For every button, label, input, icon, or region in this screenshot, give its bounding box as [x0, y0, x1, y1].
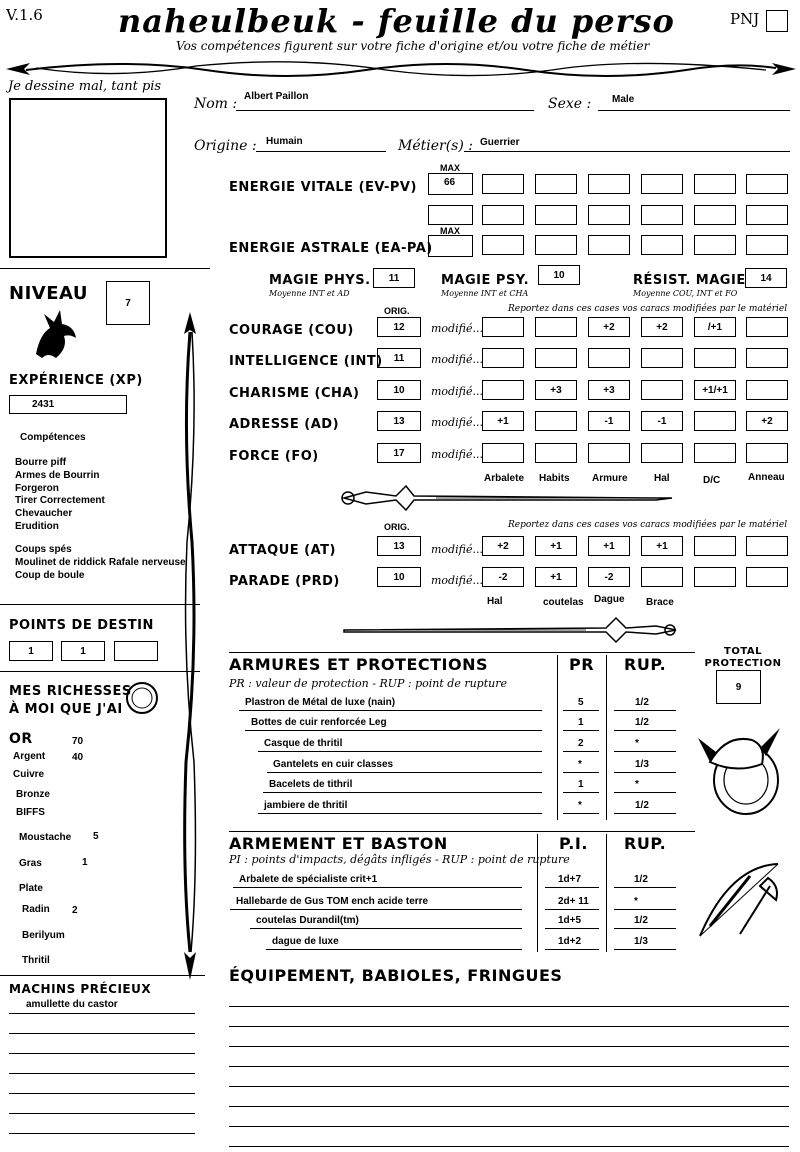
- weapon-row-line: [250, 928, 522, 929]
- weapon-name[interactable]: Hallebarde de Gus TOM ench acide terre: [236, 896, 429, 907]
- equipment-line[interactable]: [229, 1126, 789, 1127]
- ea-track-box[interactable]: [641, 235, 683, 255]
- modifie-label: modifié...: [431, 353, 483, 366]
- equipment-line[interactable]: [229, 1106, 789, 1107]
- stat-mod-box[interactable]: [535, 411, 577, 431]
- origine-label: Origine :: [194, 138, 257, 154]
- stat-orig-value[interactable]: 10: [377, 380, 421, 400]
- armor-row-line: [614, 772, 676, 773]
- weapons-col-divider: [606, 834, 607, 952]
- pnj-label: PNJ: [730, 10, 760, 28]
- ev-max-label: MAX: [440, 163, 460, 173]
- precious-line: [9, 1113, 195, 1114]
- wealth-item: Berilyum: [22, 930, 65, 941]
- armor-row-line: [239, 710, 542, 711]
- origine-line: [256, 151, 386, 152]
- stat-label: CHARISME (CHA): [229, 386, 360, 401]
- armor-name[interactable]: Plastron de Métal de luxe (nain): [245, 697, 396, 708]
- argent-label: Argent: [13, 751, 46, 762]
- destiny-box-3[interactable]: [114, 641, 158, 661]
- magie-phys-label: MAGIE PHYS.: [269, 273, 371, 288]
- armor-pr[interactable]: *: [578, 800, 582, 811]
- combat-orig-label: ORIG.: [384, 522, 410, 532]
- stat-orig-value[interactable]: 13: [377, 411, 421, 431]
- argent-value[interactable]: 40: [72, 752, 84, 763]
- item-column-label: coutelas: [543, 597, 584, 608]
- ev-max-value[interactable]: [428, 173, 473, 195]
- magie-psy-value[interactable]: 10: [538, 265, 580, 285]
- item-column-label: Anneau: [748, 472, 785, 483]
- skill-item: Erudition: [15, 520, 59, 532]
- ev-track-box[interactable]: [746, 205, 788, 225]
- weapon-rup[interactable]: 1/2: [634, 915, 648, 926]
- ea-max-value[interactable]: [428, 235, 473, 257]
- ev-track-box[interactable]: [535, 205, 577, 225]
- weapon-row-line: [545, 909, 599, 910]
- weapon-pi[interactable]: 1d+5: [558, 915, 582, 926]
- ea-track-box[interactable]: [588, 235, 630, 255]
- precious-line: [9, 1073, 195, 1074]
- combat-orig-value[interactable]: 10: [377, 567, 421, 587]
- item-column-label: Habits: [539, 473, 570, 484]
- armor-col-divider: [557, 655, 558, 820]
- wealth-item: Plate: [19, 883, 43, 894]
- armor-rup[interactable]: 1/3: [635, 759, 649, 770]
- armor-col-divider: [606, 655, 607, 820]
- nom-input[interactable]: Albert Paillon: [244, 91, 309, 102]
- ev-track-box[interactable]: [428, 205, 473, 225]
- skill-item: Coups spés: [15, 544, 72, 555]
- combat-mod-box[interactable]: [746, 567, 788, 587]
- weapons-title: ARMEMENT ET BASTON: [229, 834, 448, 853]
- weapon-row-line: [614, 928, 676, 929]
- wealth-item: Radin: [22, 904, 50, 915]
- item-column-label: Armure: [592, 473, 628, 484]
- precious-line: [9, 1013, 195, 1014]
- precious-line: [9, 1093, 195, 1094]
- stat-mod-box[interactable]: [641, 380, 683, 400]
- page-title: naheulbeuk - feuille du perso: [118, 2, 675, 40]
- ev-track-box[interactable]: [641, 205, 683, 225]
- or-value[interactable]: 70: [72, 736, 84, 747]
- armor-pr[interactable]: 5: [578, 697, 584, 708]
- weapon-row-line: [614, 949, 676, 950]
- precious-line: [9, 1033, 195, 1034]
- stat-mod-box[interactable]: -1: [641, 411, 683, 431]
- stat-mod-box[interactable]: [482, 348, 524, 368]
- equipment-line[interactable]: [229, 1146, 789, 1147]
- version-label: V.1.6: [6, 6, 43, 24]
- stat-mod-box[interactable]: [641, 348, 683, 368]
- stat-mod-box[interactable]: [746, 443, 788, 463]
- nom-label: Nom :: [194, 96, 238, 112]
- armor-row-line: [614, 710, 676, 711]
- skill-item: Moulinet de riddick Rafale nerveuse: [15, 557, 186, 568]
- combat-mod-box[interactable]: [694, 567, 736, 587]
- stat-label: COURAGE (COU): [229, 323, 354, 338]
- resist-magie-label: RÉSIST. MAGIE: [633, 273, 746, 288]
- stat-mod-box[interactable]: [746, 348, 788, 368]
- equipment-title: ÉQUIPEMENT, BABIOLES, FRINGUES: [229, 966, 563, 985]
- combat-mod-box[interactable]: +1: [535, 567, 577, 587]
- stat-mod-box[interactable]: +2: [588, 317, 630, 337]
- equipment-line[interactable]: [229, 1066, 789, 1067]
- combat-label: ATTAQUE (AT): [229, 543, 336, 558]
- skill-item: Tirer Correctement: [15, 495, 105, 507]
- combat-mod-box[interactable]: +1: [588, 536, 630, 556]
- armor-row-line: [563, 792, 599, 793]
- divider: [0, 268, 210, 269]
- magie-psy-label: MAGIE PSY.: [441, 273, 530, 288]
- portrait-label: Je dessine mal, tant pis: [8, 79, 162, 94]
- skills-title: Compétences: [20, 432, 86, 443]
- coin-icon: [124, 680, 160, 716]
- divider: [0, 604, 200, 605]
- ea-track-box[interactable]: [482, 235, 524, 255]
- portrait-box[interactable]: [9, 98, 167, 258]
- combat-mod-box[interactable]: +1: [641, 536, 683, 556]
- weapons-icon: [690, 856, 785, 946]
- stat-mod-box[interactable]: [535, 443, 577, 463]
- modifie-label: modifié...: [431, 543, 483, 556]
- stat-mod-box[interactable]: [482, 317, 524, 337]
- armor-pr[interactable]: 1: [578, 717, 584, 728]
- wealth-item: Bronze: [16, 789, 50, 800]
- armor-note: PR : valeur de protection - RUP : point de rupture: [229, 677, 507, 690]
- armor-row-line: [563, 772, 599, 773]
- weapon-row-line: [614, 909, 676, 910]
- armor-rup[interactable]: 1/2: [635, 717, 649, 728]
- sword-icon: [336, 610, 681, 650]
- armor-row-line: [563, 751, 599, 752]
- wealth-item: Cuivre: [13, 769, 45, 780]
- modifie-label: modifié...: [431, 322, 483, 335]
- weapon-pi[interactable]: 1d+7: [558, 874, 582, 885]
- stat-label: FORCE (FO): [229, 449, 319, 464]
- ea-max-label: MAX: [440, 226, 460, 236]
- stat-mod-box[interactable]: [746, 317, 788, 337]
- stat-orig-value[interactable]: 12: [377, 317, 421, 337]
- niveau-label: NIVEAU: [9, 283, 88, 304]
- skill-item: Armes de Bourrin: [15, 469, 100, 481]
- weapon-row-line: [545, 949, 599, 950]
- stat-mod-box[interactable]: -1: [588, 411, 630, 431]
- niveau-value[interactable]: 7: [106, 281, 150, 325]
- armor-row-line: [258, 813, 542, 814]
- item-column-label: D/C: [703, 475, 721, 486]
- ev-track-box[interactable]: [694, 205, 736, 225]
- metier-input[interactable]: Guerrier: [480, 137, 520, 148]
- ev-max-number: 66: [444, 177, 456, 188]
- ev-track-box[interactable]: [588, 174, 630, 194]
- armor-row-line: [245, 730, 542, 731]
- combat-mod-box[interactable]: [694, 536, 736, 556]
- armor-rup[interactable]: *: [635, 738, 639, 749]
- stat-mod-box[interactable]: [535, 317, 577, 337]
- modifie-label: modifié...: [431, 448, 483, 461]
- subtitle: Vos compétences figurent sur votre fiche d'origine et/ou votre fiche de métier: [176, 39, 650, 53]
- skill-item: Forgeron: [15, 482, 59, 494]
- wealth-item: Thritil: [22, 955, 50, 966]
- wealth-item-value[interactable]: 1: [82, 857, 88, 868]
- combat-mod-box[interactable]: +1: [535, 536, 577, 556]
- ev-track-box[interactable]: [694, 174, 736, 194]
- stat-mod-box[interactable]: [694, 411, 736, 431]
- ev-label: ENERGIE VITALE (EV-PV): [229, 180, 417, 195]
- stat-mod-box[interactable]: [482, 380, 524, 400]
- magie-psy-note: Moyenne INT et CHA: [441, 289, 529, 298]
- combat-mod-box[interactable]: [641, 567, 683, 587]
- stat-mod-box[interactable]: +2: [746, 411, 788, 431]
- divider: [229, 652, 695, 653]
- item-column-label: Hal: [654, 473, 670, 484]
- combat-mod-box[interactable]: -2: [588, 567, 630, 587]
- ev-track-box[interactable]: [535, 174, 577, 194]
- stat-mod-box[interactable]: +1/+1: [694, 380, 736, 400]
- sexe-label: Sexe :: [548, 96, 592, 112]
- resist-magie-value[interactable]: 14: [745, 268, 787, 288]
- origine-input[interactable]: Humain: [266, 136, 303, 147]
- skills-group2: [15, 543, 186, 582]
- modifie-label: modifié...: [431, 574, 483, 587]
- item-column-label: Hal: [487, 596, 503, 607]
- wealth-item: BIFFS: [16, 807, 45, 818]
- equipment-line[interactable]: [229, 1086, 789, 1087]
- armor-col-pr: PR: [569, 655, 595, 674]
- combat-label: PARADE (PRD): [229, 574, 340, 589]
- ea-track-box[interactable]: [535, 235, 577, 255]
- wealth-item-value[interactable]: 2: [72, 905, 78, 916]
- stat-mod-box[interactable]: /+1: [694, 317, 736, 337]
- weapon-pi[interactable]: 1d+2: [558, 936, 582, 947]
- armor-row-line: [263, 792, 542, 793]
- combat-orig-value[interactable]: 13: [377, 536, 421, 556]
- skill-item: Bourre piff: [15, 457, 67, 468]
- armor-row-line: [614, 730, 676, 731]
- armor-name[interactable]: Bacelets de tithril: [269, 779, 353, 790]
- wealth-label-1: MES RICHESSES: [9, 684, 132, 699]
- armor-title: ARMURES ET PROTECTIONS: [229, 655, 488, 674]
- wealth-label-2: À MOI QUE J'AI: [9, 702, 123, 717]
- stat-mod-box[interactable]: +2: [641, 317, 683, 337]
- stat-mod-box[interactable]: [482, 443, 524, 463]
- weapon-row-line: [614, 887, 676, 888]
- weapon-rup[interactable]: 1/2: [634, 874, 648, 885]
- item-column-label: Arbalete: [484, 473, 525, 484]
- helmet-shield-icon: [696, 720, 786, 820]
- divider: [0, 975, 205, 976]
- armor-row-line: [614, 751, 676, 752]
- weapon-row-line: [266, 949, 522, 950]
- ev-track-box[interactable]: [482, 174, 524, 194]
- stat-mod-box[interactable]: [694, 348, 736, 368]
- stat-orig-value[interactable]: 17: [377, 443, 421, 463]
- weapon-pi[interactable]: 2d+ 11: [558, 896, 589, 907]
- armor-name[interactable]: Gantelets en cuir classes: [273, 759, 394, 770]
- skill-item: Chevaucher: [15, 508, 73, 520]
- divider: [229, 831, 695, 832]
- orig-label: ORIG.: [384, 306, 410, 316]
- armor-name[interactable]: jambiere de thritil: [264, 800, 348, 811]
- precious-item[interactable]: amullette du castor: [26, 999, 118, 1010]
- stat-mod-box[interactable]: [588, 348, 630, 368]
- ev-track-box[interactable]: [641, 174, 683, 194]
- stat-mod-box[interactable]: +3: [588, 380, 630, 400]
- armor-rup[interactable]: 1/2: [635, 697, 649, 708]
- armor-name[interactable]: Bottes de cuir renforcée Leg: [251, 717, 387, 728]
- sword-icon: [336, 478, 676, 518]
- modifie-label: modifié...: [431, 385, 483, 398]
- weapons-col-rup: RUP.: [624, 834, 667, 853]
- precious-line: [9, 1133, 195, 1134]
- ev-track-box[interactable]: [588, 205, 630, 225]
- equipment-line[interactable]: [229, 1046, 789, 1047]
- sexe-input[interactable]: Male: [612, 94, 635, 105]
- skill-item: Coup de boule: [15, 570, 85, 581]
- weapon-row-line: [545, 928, 599, 929]
- armor-pr[interactable]: 1: [578, 779, 584, 790]
- stat-mod-box[interactable]: [588, 443, 630, 463]
- precious-label: MACHINS PRÉCIEUX: [9, 982, 152, 996]
- item-column-label: Brace: [646, 597, 674, 608]
- combat-mod-box[interactable]: +2: [482, 536, 524, 556]
- divider: [0, 671, 200, 672]
- stat-mod-box[interactable]: +1: [482, 411, 524, 431]
- total-protection-label: TOTAL PROTECTION: [704, 646, 782, 669]
- total-protection-value[interactable]: 9: [716, 670, 761, 704]
- combat-mod-box[interactable]: -2: [482, 567, 524, 587]
- stat-mod-box[interactable]: [535, 348, 577, 368]
- or-label: OR: [9, 731, 33, 747]
- weapon-row-line: [230, 909, 522, 910]
- experience-number: 2431: [32, 399, 55, 410]
- armor-row-line: [267, 772, 542, 773]
- stat-label: ADRESSE (AD): [229, 417, 340, 432]
- armor-row-line: [563, 813, 599, 814]
- wealth-item-value[interactable]: 5: [93, 831, 99, 842]
- ea-track-box[interactable]: [746, 235, 788, 255]
- sexe-line: [598, 110, 790, 111]
- equipment-line[interactable]: [229, 1006, 789, 1007]
- dragon-icon: [30, 304, 80, 362]
- equipment-line[interactable]: [229, 1026, 789, 1027]
- armor-row-line: [258, 751, 542, 752]
- stat-mod-box[interactable]: [746, 380, 788, 400]
- experience-value[interactable]: [9, 395, 127, 414]
- armor-row-line: [563, 730, 599, 731]
- weapon-name[interactable]: dague de luxe: [272, 936, 339, 947]
- ev-track-box[interactable]: [482, 205, 524, 225]
- armor-row-line: [614, 792, 676, 793]
- armor-rup[interactable]: 1/2: [635, 800, 649, 811]
- armor-col-rup: RUP.: [624, 655, 667, 674]
- ea-label: ENERGIE ASTRALE (EA-PA): [229, 241, 433, 256]
- armor-pr[interactable]: *: [578, 759, 582, 770]
- stat-mod-box[interactable]: [694, 443, 736, 463]
- experience-label: EXPÉRIENCE (XP): [9, 373, 143, 388]
- combat-note: Reportez dans ces cases vos caracs modifiées par le matériel: [508, 520, 788, 530]
- item-column-label: Dague: [594, 594, 625, 605]
- stat-mod-box[interactable]: [641, 443, 683, 463]
- stat-mod-box[interactable]: +3: [535, 380, 577, 400]
- metier-label: Métier(s) :: [398, 138, 473, 154]
- armor-row-line: [563, 710, 599, 711]
- magie-phys-value[interactable]: 11: [373, 268, 415, 288]
- armor-row-line: [614, 813, 676, 814]
- weapon-rup[interactable]: *: [634, 896, 638, 907]
- stat-label: INTELLIGENCE (INT): [229, 354, 383, 369]
- destiny-label: POINTS DE DESTIN: [9, 618, 154, 633]
- weapon-name[interactable]: coutelas Durandil(tm): [256, 915, 359, 926]
- weapons-col-pi: P.I.: [559, 834, 588, 853]
- destiny-box-1[interactable]: 1: [9, 641, 53, 661]
- weapon-name[interactable]: Arbalete de spécialiste crit+1: [239, 874, 378, 885]
- ea-track-box[interactable]: [694, 235, 736, 255]
- wealth-item: Moustache: [19, 832, 72, 843]
- nom-line: [236, 110, 534, 111]
- magie-phys-note: Moyenne INT et AD: [269, 289, 350, 298]
- armor-name[interactable]: Casque de thritil: [264, 738, 343, 749]
- stats-note: Reportez dans ces cases vos caracs modifiées par le matériel: [508, 304, 788, 314]
- weapons-col-divider: [537, 834, 538, 952]
- pnj-checkbox[interactable]: [766, 10, 788, 32]
- wealth-item: Gras: [19, 858, 42, 869]
- weapons-note: PI : points d'impacts, dégâts infligés - RUP : point de rupture: [229, 853, 570, 866]
- armor-rup[interactable]: *: [635, 779, 639, 790]
- weapon-row-line: [233, 887, 522, 888]
- precious-line: [9, 1053, 195, 1054]
- weapon-row-line: [545, 887, 599, 888]
- modifie-label: modifié...: [431, 416, 483, 429]
- metier-line: [464, 151, 790, 152]
- armor-pr[interactable]: 2: [578, 738, 584, 749]
- decorative-spear-vertical: [178, 312, 202, 982]
- ev-track-box[interactable]: [746, 174, 788, 194]
- skills-group1: [15, 457, 105, 534]
- weapon-rup[interactable]: 1/3: [634, 936, 648, 947]
- destiny-box-2[interactable]: 1: [61, 641, 105, 661]
- stat-orig-value[interactable]: 11: [377, 348, 421, 368]
- combat-mod-box[interactable]: [746, 536, 788, 556]
- resist-magie-note: Moyenne COU, INT et FO: [633, 289, 738, 298]
